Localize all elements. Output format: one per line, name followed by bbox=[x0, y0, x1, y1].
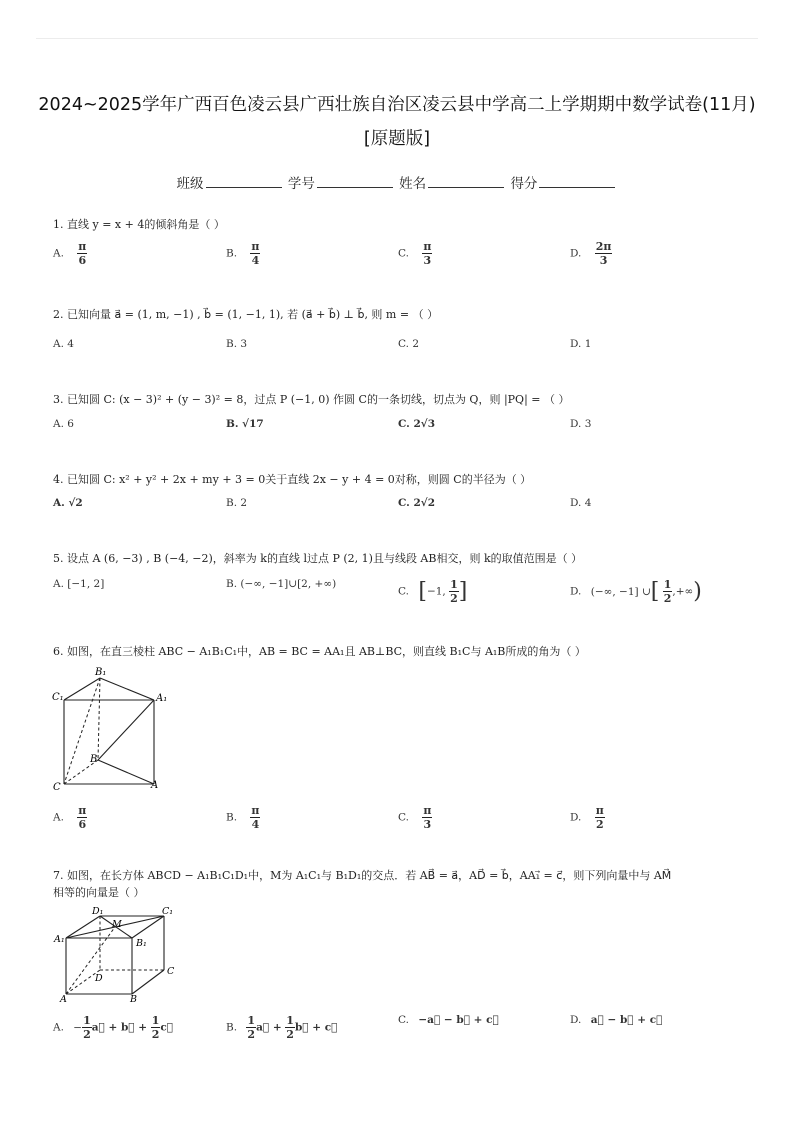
q3-option-b[interactable]: B. √17 bbox=[226, 418, 264, 430]
q7-cuboid-figure bbox=[52, 904, 182, 1004]
q2-option-d[interactable]: D. 1 bbox=[570, 338, 592, 350]
label-C: C bbox=[167, 966, 175, 977]
question-6-stem: 6. 如图，在直三棱柱 ABC − A₁B₁C₁中，AB = BC = AA₁且 AB⊥BC，则直线 B₁C与 A₁B所成的角为（ ） bbox=[53, 645, 586, 658]
question-7-stem: 7. 如图，在长方体 ABCD − A₁B₁C₁D₁中，M为 A₁C₁与 B₁D₁的交点．若 AB⃗ = a⃗，AD⃗ = b⃗，AA₁⃗ = c⃗，则下列向量中与 AM⃗ bbox=[53, 869, 672, 882]
q7-option-a[interactable]: A. − $\frac{1}{2}$ a⃗ + b⃗ + $\frac{1}{2}$ c⃗ bbox=[53, 1014, 174, 1041]
q5-option-a[interactable]: A. [−1, 2] bbox=[53, 578, 105, 590]
name-field[interactable] bbox=[428, 175, 504, 188]
id-field[interactable] bbox=[317, 175, 393, 188]
q7-option-b[interactable]: B. $\frac{1}{2}$ a⃗ + $\frac{1}{2}$ b⃗ + c⃗ bbox=[226, 1014, 338, 1041]
label-C1: C₁ bbox=[162, 906, 174, 917]
q5-option-d[interactable]: D. (−∞, −1] ∪[ $\frac{1}{2}$ ,+∞) bbox=[570, 578, 702, 605]
name-label: 姓名 bbox=[399, 176, 427, 192]
q3-option-c[interactable]: C. 2√3 bbox=[398, 418, 435, 430]
q6-prism-figure bbox=[50, 664, 170, 794]
label-B: B bbox=[90, 754, 98, 765]
question-4-stem: 4. 已知圆 C: x² + y² + 2x + my + 3 = 0关于直线 2x − y + 4 = 0对称，则圆 C的半径为（ ） bbox=[53, 473, 532, 486]
score-field[interactable] bbox=[539, 175, 615, 188]
question-2-stem: 2. 已知向量 a⃗ = (1, m, −1) , b⃗ = (1, −1, 1), 若 (a⃗ + b⃗) ⊥ b⃗, 则 m = （ ） bbox=[53, 308, 439, 321]
label-A1: A₁ bbox=[156, 693, 168, 704]
score-label: 得分 bbox=[510, 176, 538, 192]
q1-option-c[interactable]: C. $\frac{\pi}{3}$ bbox=[398, 240, 432, 267]
question-7-stem-cont: 相等的向量是（ ） bbox=[53, 886, 145, 899]
question-3-stem: 3. 已知圆 C: (x − 3)² + (y − 3)² = 8，过点 P (−1, 0) 作圆 C的一条切线，切点为 Q，则 |PQ| = （ ） bbox=[53, 393, 570, 406]
q4-option-c[interactable]: C. 2√2 bbox=[398, 497, 435, 509]
label-M: M bbox=[112, 919, 122, 930]
q2-option-c[interactable]: C. 2 bbox=[398, 338, 420, 350]
label-B1: B₁ bbox=[95, 667, 107, 678]
q6-option-c[interactable]: C. $\frac{\pi}{3}$ bbox=[398, 804, 432, 831]
question-5-stem: 5. 设点 A (6, −3) , B (−4, −2)，斜率为 k的直线 l过点 P (2, 1)且与线段 AB相交，则 k的取值范围是（ ） bbox=[53, 552, 583, 565]
id-label: 学号 bbox=[287, 176, 315, 192]
student-info-row bbox=[0, 172, 794, 192]
q6-option-d[interactable]: D. $\frac{\pi}{2}$ bbox=[570, 804, 604, 831]
q2-option-b[interactable]: B. 3 bbox=[226, 338, 248, 350]
q1-option-d[interactable]: D. $\frac{2\pi}{3}$ bbox=[570, 240, 612, 267]
label-A: A bbox=[151, 780, 159, 791]
q7-option-c[interactable]: C. −a⃗ − b⃗ + c⃗ bbox=[398, 1014, 499, 1026]
q5-option-c[interactable]: C. [−1, $\frac{1}{2}$ ] bbox=[398, 578, 468, 605]
q1-option-a[interactable]: A. $\frac{\pi}{6}$ bbox=[53, 240, 87, 267]
q6-option-a[interactable]: A. $\frac{\pi}{6}$ bbox=[53, 804, 87, 831]
q7-option-d[interactable]: D. a⃗ − b⃗ + c⃗ bbox=[570, 1014, 663, 1026]
question-1-stem: 1. 直线 y = x + 4的倾斜角是（ ） bbox=[53, 218, 225, 231]
label-C1: C₁ bbox=[52, 692, 64, 703]
q3-option-a[interactable]: A. 6 bbox=[53, 418, 74, 430]
q5-option-b[interactable]: B. (−∞, −1]∪[2, +∞) bbox=[226, 578, 337, 590]
class-field[interactable] bbox=[206, 175, 282, 188]
label-B: B bbox=[130, 994, 137, 1004]
q4-option-b[interactable]: B. 2 bbox=[226, 497, 248, 509]
q4-option-d[interactable]: D. 4 bbox=[570, 497, 592, 509]
label-B1: B₁ bbox=[136, 938, 147, 949]
q4-option-a[interactable]: A. √2 bbox=[53, 497, 83, 509]
header-rule bbox=[36, 38, 758, 39]
page-title: 2024~2025学年广西百色凌云县广西壮族自治区凌云县中学高二上学期期中数学试卷(11月)[原题版] bbox=[38, 95, 756, 149]
label-D1: D₁ bbox=[92, 906, 104, 917]
q1-option-b[interactable]: B. $\frac{\pi}{4}$ bbox=[226, 240, 260, 267]
label-A: A bbox=[60, 994, 67, 1004]
class-label: 班级 bbox=[176, 176, 204, 192]
q3-option-d[interactable]: D. 3 bbox=[570, 418, 592, 430]
label-A1: A₁ bbox=[54, 934, 65, 945]
q2-option-a[interactable]: A. 4 bbox=[53, 338, 74, 350]
label-D: D bbox=[95, 973, 103, 984]
q6-option-b[interactable]: B. $\frac{\pi}{4}$ bbox=[226, 804, 260, 831]
label-C: C bbox=[53, 782, 61, 793]
